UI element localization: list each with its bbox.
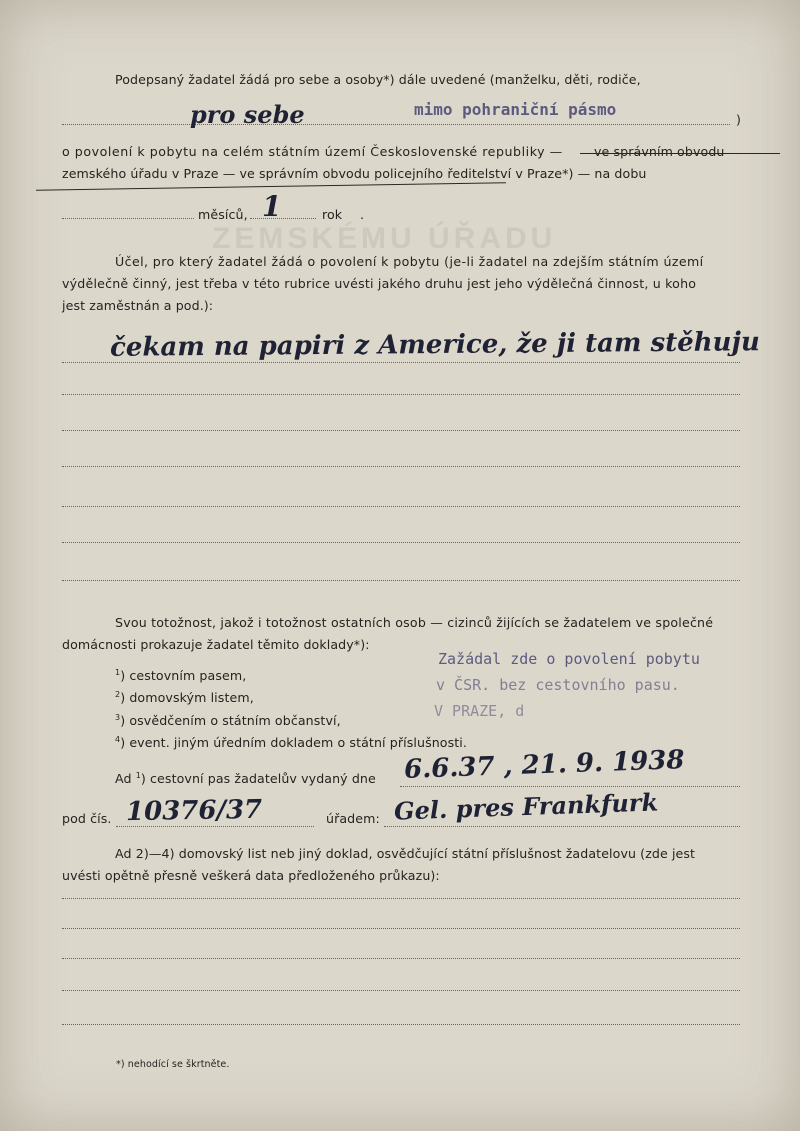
stamp-line-3: V PRAZE, d bbox=[434, 702, 525, 720]
struck-text: ve správním obvodu bbox=[594, 144, 725, 159]
office-handwriting: Gel. pres Frankfurk bbox=[393, 787, 659, 826]
intro-text: Podepsaný žadatel žádá pro sebe a osoby*) dále uvedené (manželku, děti, rodiče, bbox=[115, 72, 641, 87]
purpose-line-d bbox=[62, 466, 740, 467]
stamp-line-2: v ČSR. bez cestovního pasu. bbox=[436, 676, 680, 694]
ad2-line-b bbox=[62, 928, 740, 929]
months-label: měsíců, bbox=[198, 207, 248, 222]
identity-line-1: Svou totožnost, jakož i totožnost ostatních osob — cizinců žijících se žadatelem ve společné bbox=[115, 615, 714, 630]
ad2-line-1: Ad 2)—4) domovský list neb jiný doklad, osvědčující státní příslušnost žadatelovu (zde jest bbox=[115, 846, 696, 861]
ad2-line-d bbox=[62, 990, 740, 991]
purpose-line-f bbox=[62, 542, 740, 543]
ad2-line-c bbox=[62, 958, 740, 959]
years-dots bbox=[250, 218, 316, 219]
list-item: $^1$) cestovním pasem, bbox=[115, 668, 247, 684]
years-handwriting: 1 bbox=[262, 190, 282, 223]
line-pobyt: o povolení k pobytu na celém státním území Československé republiky — bbox=[62, 144, 563, 159]
purpose-line-g bbox=[62, 580, 740, 581]
persons-line bbox=[62, 124, 730, 125]
purpose-line-2: výdělečně činný, jest třeba v této rubrice uvésti jakého druhu jest jeho výdělečná činnost, u koho bbox=[62, 276, 697, 291]
issue-date-handwriting: 6.6.37 , 21. 9. 1938 bbox=[403, 745, 685, 785]
ad2-line-a bbox=[62, 898, 740, 899]
number-label: pod čís. bbox=[62, 811, 112, 826]
purpose-line-a bbox=[62, 362, 740, 363]
purpose-handwriting: čekam na papiri z Americe, že ji tam stěhuju bbox=[109, 327, 760, 363]
year-label: rok bbox=[322, 207, 343, 222]
ad1-line: Ad $^1$) cestovní pas žadatelův vydaný dne bbox=[115, 771, 376, 787]
identity-line-2: domácnosti prokazuje žadatel těmito doklady*): bbox=[62, 637, 370, 652]
ad2-line-2: uvésti opětně přesně veškerá data předloženého průkazu): bbox=[62, 868, 440, 883]
purpose-line-c bbox=[62, 430, 740, 431]
year-dot: . bbox=[360, 207, 365, 222]
passport-number-handwriting: 10376/37 bbox=[125, 794, 263, 828]
persons-handwriting: pro sebe bbox=[190, 100, 305, 129]
purpose-line-b bbox=[62, 394, 740, 395]
purpose-line-1: Účel, pro který žadatel žádá o povolení k pobytu (je-li žadatel na zdejším státním území bbox=[115, 254, 704, 269]
strike-line bbox=[580, 153, 780, 154]
office-line bbox=[384, 826, 740, 827]
ad2-line-e bbox=[62, 1024, 740, 1025]
purpose-line-e bbox=[62, 506, 740, 507]
line-zemsky: zemského úřadu v Praze — ve správním obvodu policejního ředitelství v Praze*) — na dobu bbox=[62, 166, 647, 181]
stamp-line-1: Zažádal zde o povolení pobytu bbox=[438, 650, 700, 668]
office-label: úřadem: bbox=[326, 811, 380, 826]
purpose-line-3: jest zaměstnán a pod.): bbox=[62, 298, 214, 313]
list-item: $^3$) osvědčením o státním občanství, bbox=[115, 713, 341, 729]
list-item: $^4$) event. jiným úředním dokladem o státní příslušnosti. bbox=[115, 735, 468, 751]
border-zone-stamp: mimo pohraniční pásmo bbox=[414, 100, 617, 119]
paren-close: ) bbox=[736, 112, 742, 127]
faint-background-stamp: ZEMSKÉMU ÚŘADU bbox=[212, 222, 557, 255]
issue-date-line bbox=[400, 786, 740, 787]
list-item: $^2$) domovským listem, bbox=[115, 690, 254, 706]
months-dots bbox=[62, 218, 194, 219]
footnote: *) nehodící se škrtněte. bbox=[116, 1059, 230, 1070]
